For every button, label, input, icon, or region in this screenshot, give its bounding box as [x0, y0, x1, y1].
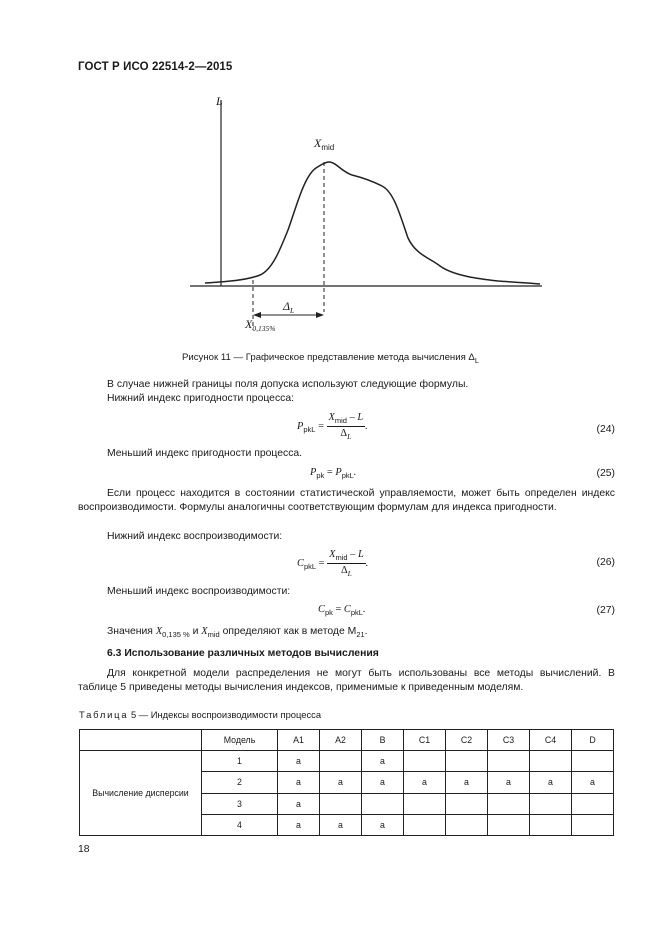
table-cell: [446, 751, 488, 772]
table-cell: a: [530, 772, 572, 793]
xmid-label: $X_{mid}$: [314, 136, 335, 152]
table-cell: 2: [202, 772, 278, 793]
table-cell: [404, 814, 446, 835]
table-header-row: [80, 730, 614, 751]
table-cell: a: [320, 814, 362, 835]
table-header-cell: C4: [530, 730, 572, 751]
table-cell: a: [572, 772, 614, 793]
table-cell: a: [278, 772, 320, 793]
table-cell: [572, 793, 614, 814]
table-cell: [446, 814, 488, 835]
table-cell: [572, 751, 614, 772]
table-corner-cell: [80, 730, 202, 751]
table-row-label: Вычисление дисперсии: [80, 751, 202, 836]
paragraph-1: В случае нижней границы поля допуска используют следующие формулы.: [107, 379, 469, 390]
table-caption: Таблица 5 — Индексы воспроизводимости процесса: [79, 709, 322, 720]
table-cell: a: [488, 772, 530, 793]
table-cell: [488, 793, 530, 814]
table-header-cell: Модель: [202, 730, 278, 751]
table-cell: [530, 793, 572, 814]
table-header-cell: A1: [278, 730, 320, 751]
table-header-cell: C1: [404, 730, 446, 751]
table-cell: a: [278, 793, 320, 814]
table-cell: 4: [202, 814, 278, 835]
table-cell: a: [320, 772, 362, 793]
table-5: [79, 729, 614, 836]
table-header-cell: C2: [446, 730, 488, 751]
table-cell: [320, 751, 362, 772]
table-cell: [362, 793, 404, 814]
figure-caption: Рисунок 11 — Графическое представление метода вычисления $\Delta_L$: [181, 352, 480, 365]
delta-label: $\Delta_L$: [283, 299, 295, 315]
table-cell: a: [362, 772, 404, 793]
section-title: 6.3 Использование различных методов вычисления: [107, 648, 379, 659]
table-cell: a: [362, 814, 404, 835]
paragraph-7: Значения $X_{0,135 \%}$ и $X_{mid}$ определяют как в методе $M_{21}$.: [107, 626, 368, 639]
page-number: 18: [78, 844, 90, 855]
table-cell: [572, 814, 614, 835]
table-cell: [488, 814, 530, 835]
formula-27-number: (27): [596, 605, 615, 616]
table-cell: a: [278, 814, 320, 835]
table-cell: a: [404, 772, 446, 793]
table-header-cell: A2: [320, 730, 362, 751]
table-cell: [404, 751, 446, 772]
y-axis-label: L: [216, 94, 223, 108]
table-row: [80, 751, 614, 772]
paragraph-3: Меньший индекс пригодности процесса.: [107, 448, 303, 459]
paragraph-2: Нижний индекс пригодности процесса:: [107, 393, 295, 404]
table-cell: 1: [202, 751, 278, 772]
formula-26-number: (26): [596, 557, 615, 568]
paragraph-5: Нижний индекс воспроизводимости:: [107, 531, 283, 542]
formula-27: $C_{pk} = C_{pkL}$.: [318, 604, 366, 617]
table-cell: a: [362, 751, 404, 772]
table-header-cell: D: [572, 730, 614, 751]
formula-24-number: (24): [596, 424, 615, 435]
figure-11-graph: [180, 90, 560, 340]
table-cell: [320, 793, 362, 814]
table-cell: [488, 751, 530, 772]
table-cell: a: [278, 751, 320, 772]
paragraph-4: Если процесс находится в состоянии статистической управляемости, может быть определен индекс воспроизводимости. Формулы аналогичны соответствующим формулам для индекса пригодности.: [78, 488, 615, 513]
table-cell: [530, 751, 572, 772]
table-cell: [446, 793, 488, 814]
table-cell: [404, 793, 446, 814]
paragraph-6: Меньший индекс воспроизводимости:: [107, 586, 291, 597]
distribution-curve: [205, 162, 540, 284]
delta-arrow-right-head: [316, 312, 324, 318]
table-header-cell: B: [362, 730, 404, 751]
x0135-label: $X_{0,135\%}$: [245, 317, 276, 333]
formula-25: $P_{pk} = P_{pkL}$.: [310, 467, 357, 480]
formula-24: $P_{pkL}$ = $\frac{X_{mid} - L}{\Delta_L}$ .: [297, 412, 368, 441]
paragraph-8: Для конкретной модели распределения не могут быть использованы все методы вычислений. В таблице 5 приведены методы вычисления индексов, применимые к приведенным моделям.: [78, 668, 615, 693]
table-cell: a: [446, 772, 488, 793]
document-header: ГОСТ Р ИСО 22514-2—2015: [78, 61, 233, 73]
table-cell: [530, 814, 572, 835]
table-cell: 3: [202, 793, 278, 814]
table-header-cell: C3: [488, 730, 530, 751]
formula-25-number: (25): [596, 468, 615, 479]
formula-26: $C_{pkL}$ = $\frac{X_{mid} - L}{\Delta_L}$ .: [297, 549, 369, 578]
